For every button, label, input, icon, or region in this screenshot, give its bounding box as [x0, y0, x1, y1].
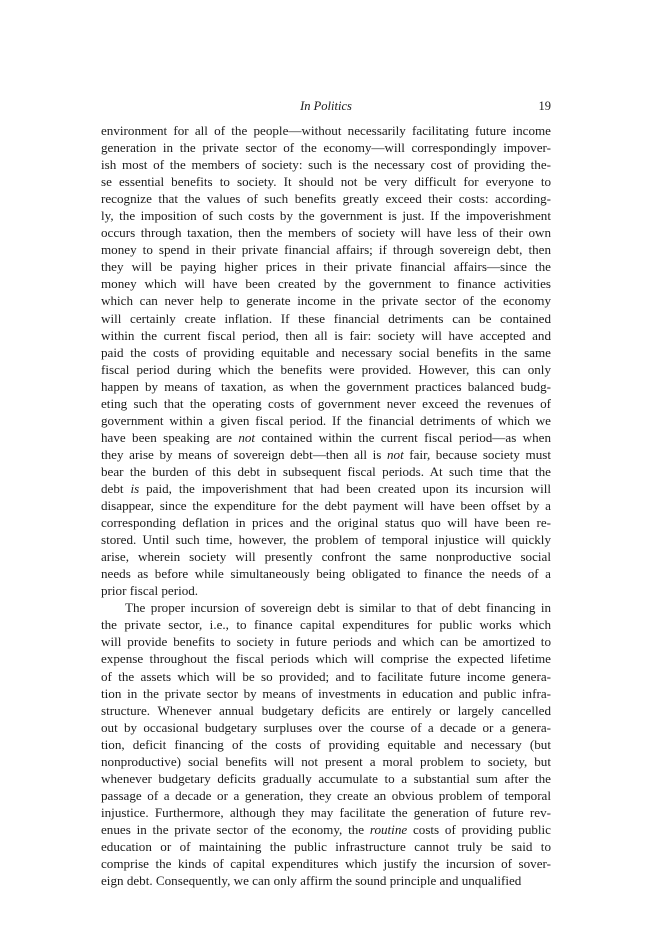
line-text: of the assets which will be so provided; and to facilitate future income genera-: [101, 668, 551, 684]
text-line: [101, 736, 551, 753]
text-line: [101, 139, 551, 156]
text-line: [101, 821, 551, 838]
line-text: ly, the imposition of such costs by the government is just. If the impoverishment: [101, 208, 551, 224]
line-text: enues in the private sector of the economy, the: [101, 821, 370, 837]
text-line: [101, 173, 551, 190]
text-line: [101, 327, 551, 344]
line-text: debt: [101, 480, 131, 496]
text-line: [101, 650, 551, 667]
line-text: the private sector, i.e., to finance capital expenditures for public works which: [101, 617, 551, 633]
text-line: [101, 582, 551, 599]
line-text: se essential benefits to society. It should not be very difficult for everyone to: [101, 174, 551, 190]
line-text: fiscal period during which the benefits were provided. However, this can only: [101, 361, 551, 377]
line-text: prior fiscal period.: [101, 583, 199, 599]
line-text: tion in the private sector by means of investments in education and public infra-: [101, 685, 551, 701]
line-text: tion, deficit financing of the costs of providing equitable and necessary (but: [101, 736, 551, 752]
line-text: stored. Until such time, however, the problem of temporal injustice will quickly: [101, 532, 551, 548]
line-text: paid the costs of providing equitable and necessary social benefits in the same: [101, 344, 551, 360]
line-text: whenever budgetary deficits gradually accumulate to a substantial sum after the: [101, 770, 551, 786]
text-line: [101, 531, 551, 548]
text-line: [101, 514, 551, 531]
text-line: [101, 275, 551, 292]
line-text: expense throughout the fiscal periods which will comprise the expected lifetime: [101, 651, 551, 667]
line-text: generation in the private sector of the economy—will correspondingly impover-: [101, 140, 551, 156]
text-line: [101, 548, 551, 565]
text-line: [101, 378, 551, 395]
line-text: The proper incursion of sovereign debt is similar to that of debt financing in: [125, 600, 551, 616]
text-line: [101, 668, 551, 685]
text-line: [101, 122, 551, 139]
text-line: [101, 787, 551, 804]
line-text: out by occasional budgetary surpluses over the course of a decade or a genera-: [101, 719, 551, 735]
paragraph-2: [101, 599, 551, 889]
text-line: [101, 804, 551, 821]
text-line: [101, 463, 551, 480]
text-line: [101, 599, 551, 616]
line-text: fair, because society must: [403, 446, 551, 462]
line-text: eign debt. Consequently, we can only affirm the sound principle and unqualified: [101, 873, 522, 889]
line-text: contained within the current fiscal period—as when: [255, 429, 551, 445]
line-text: arise, wherein society will presently confront the same nonproductive social: [101, 549, 551, 565]
text-line: [101, 838, 551, 855]
text-line: [101, 207, 551, 224]
emphasis-text: not: [386, 446, 404, 462]
emphasis-text: routine: [369, 821, 408, 837]
book-page: [101, 96, 551, 889]
line-text: within the current fiscal period, then all is fair: society will have accepted and: [101, 327, 551, 343]
text-line: [101, 497, 551, 514]
text-line: [101, 258, 551, 275]
line-text: happen by means of taxation, as when the government practices balanced budg-: [101, 378, 551, 394]
text-line: [101, 872, 551, 889]
line-text: they will be paying higher prices in their private financial affairs—since the: [101, 259, 551, 275]
text-line: [101, 855, 551, 872]
text-line: [101, 685, 551, 702]
line-text: which can never help to generate income in the private sector of the economy: [101, 293, 551, 309]
text-line: [101, 616, 551, 633]
line-text: government within a given fiscal period. If the financial detriments of which we: [101, 412, 551, 428]
body-text: [101, 122, 551, 889]
line-text: education or of maintaining the public infrastructure cannot truly be said to: [101, 838, 551, 854]
line-text: passage of a decade or a generation, they create an obvious problem of temporal: [101, 787, 551, 803]
emphasis-text: is: [130, 480, 140, 496]
line-text: corresponding deflation in prices and the original status quo will have been re-: [101, 515, 551, 531]
emphasis-text: not: [238, 429, 256, 445]
text-line: [101, 429, 551, 446]
text-line: [101, 292, 551, 309]
text-line: [101, 224, 551, 241]
text-line: [101, 770, 551, 787]
running-head-title: In Politics: [300, 99, 352, 113]
line-text: ish most of the members of society: such is the necessary cost of providing the-: [101, 157, 551, 173]
line-text: environment for all of the people—without necessarily facilitating future income: [101, 123, 551, 138]
text-line: [101, 480, 551, 497]
text-line: [101, 719, 551, 736]
line-text: will certainly create inflation. If these financial detriments can be contained: [101, 310, 551, 326]
line-text: they arise by means of sovereign debt—then all is: [101, 446, 387, 462]
page-number: 19: [538, 99, 551, 113]
text-line: [101, 412, 551, 429]
text-line: [101, 344, 551, 361]
text-line: [101, 753, 551, 770]
text-line: [101, 310, 551, 327]
line-text: money to spend in their private financial affairs; if through sovereign debt, then: [101, 242, 551, 258]
text-line: [101, 702, 551, 719]
text-line: [101, 190, 551, 207]
line-text: disappear, since the expenditure for the debt payment will have been offset by a: [101, 498, 551, 514]
text-line: [101, 395, 551, 412]
line-text: paid, the impoverishment that had been created upon its incursion will: [139, 480, 551, 496]
line-text: bear the burden of this debt in subsequent fiscal periods. At such time that the: [101, 463, 551, 479]
text-line: [101, 156, 551, 173]
line-text: recognize that the values of such benefits greatly exceed their costs: according-: [101, 191, 551, 207]
line-text: nonproductive) social benefits will not present a moral problem to society, but: [101, 753, 551, 769]
text-line: [101, 361, 551, 378]
line-text: will provide benefits to society in future periods and which can be amortized to: [101, 634, 551, 650]
line-text: comprise the kinds of capital expenditures which justify the incursion of sover-: [101, 856, 551, 872]
line-text: needs as before while simultaneously being obligated to finance the needs of a: [101, 566, 551, 582]
line-text: have been speaking are: [101, 429, 239, 445]
line-text: money which will have been created by the government to finance activities: [101, 276, 551, 292]
line-text: costs of providing public: [407, 821, 551, 837]
line-text: eting such that the operating costs of government never exceed the revenues of: [101, 395, 551, 411]
line-text: structure. Whenever annual budgetary deficits are entirely or largely cancelled: [101, 702, 551, 718]
text-line: [101, 241, 551, 258]
line-text: occurs through taxation, then the members of society will have less of their own: [101, 225, 551, 241]
text-line: [101, 446, 551, 463]
line-text: injustice. Furthermore, although they may facilitate the generation of future rev-: [101, 804, 551, 820]
text-line: [101, 565, 551, 582]
text-line: [101, 633, 551, 650]
paragraph-1: [101, 122, 551, 599]
running-head: [101, 96, 551, 116]
